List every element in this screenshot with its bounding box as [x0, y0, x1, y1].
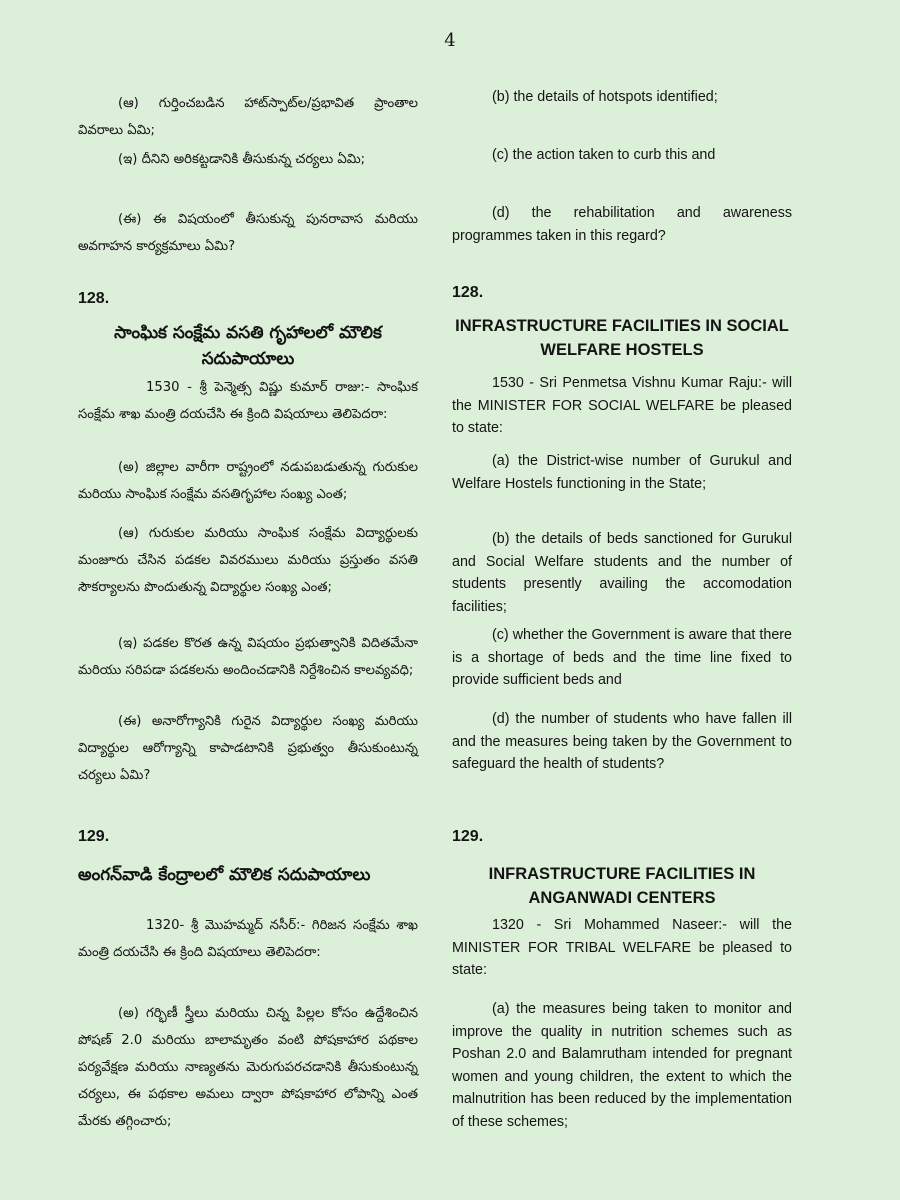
- te-q129-title: అంగన్‌వాడి కేంద్రాలలో మౌలిక సదుపాయాలు: [78, 865, 371, 885]
- te-q129-part-a: (అ) గర్భిణీ స్త్రీలు మరియు చిన్న పిల్లల కోసం ఉద్దేశించిన పోషణ్ 2.0 మరియు బాలామృతం వంటి పోషకాహార పథకాల పర్యవేక్షణ మరియు నాణ్యతను మెరుగుపరచడానికి తీసుకుంటున్న చర్యలు, ఈ పథకాల అమలు ద్వారా పోషకాహార లోపాన్ని ఎంత మేరకు తగ్గించారు;: [78, 1006, 418, 1129]
- te-q128-part-c: (ఇ) పడకల కొరత ఉన్న విషయం ప్రభుత్వానికి విదితమేనా మరియు సరిపడా పడకలను అందించడానికి నిర్దేశించిన కాలవ్యవధి;: [78, 636, 418, 678]
- en-q128-part-b: (b) the details of beds sanctioned for Gurukul and Social Welfare students and the number of students presently availing the accomodation facilities;: [452, 531, 792, 615]
- en-q129-intro: 1320 - Sri Mohammed Naseer:- will the MINISTER FOR TRIBAL WELFARE be pleased to state:: [452, 917, 792, 978]
- en-q127-part-c: (c) the action taken to curb this and: [492, 147, 716, 163]
- en-q128-intro: 1530 - Sri Penmetsa Vishnu Kumar Raju:- will the MINISTER FOR SOCIAL WELFARE be pleased to state:: [452, 375, 792, 436]
- page-number: 4: [444, 30, 456, 51]
- te-q128-part-a: (అ) జిల్లాల వారీగా రాష్ట్రంలో నడుపబడుతున్న గురుకుల మరియు సాంఘిక సంక్షేమ వసతిగృహాల సంఖ్య ఎంత;: [78, 460, 418, 502]
- en-q128-part-a: (a) the District-wise number of Gurukul and Welfare Hostels functioning in the State;: [452, 453, 792, 492]
- te-q129-intro: 1320- శ్రీ మొహమ్మద్ నసీర్:- గిరిజన సంక్షేమ శాఖ మంత్రి దయచేసి ఈ క్రింది విషయాలు తెలిపెదరా:: [78, 918, 418, 960]
- te-q127-part-d: (ఈ) ఈ విషయంలో తీసుకున్న పునరావాస మరియు అవగాహన కార్యక్రమాలు ఏమి?: [78, 212, 418, 254]
- te-q128-number: 128.: [78, 290, 110, 307]
- en-q127-part-d: (d) the rehabilitation and awareness programmes taken in this regard?: [452, 205, 792, 244]
- en-q128-part-c: (c) whether the Government is aware that there is a shortage of beds and the time line fixed to provide sufficient beds and: [452, 627, 792, 688]
- en-q129-title: INFRASTRUCTURE FACILITIES IN ANGANWADI CENTERS: [488, 865, 756, 907]
- te-q128-part-b: (ఆ) గురుకుల మరియు సాంఘిక సంక్షేమ విద్యార్థులకు మంజూరు చేసిన పడకల వివరములు మరియు ప్రస్తుతం వసతి సౌకర్యాలను పొందుతున్న విద్యార్థుల సంఖ్య ఎంత;: [78, 526, 418, 595]
- te-q128-intro: 1530 - శ్రీ పెన్మెత్స విష్ణు కుమార్ రాజు:- సాంఘిక సంక్షేమ శాఖ మంత్రి దయచేసి ఈ క్రింది విషయాలు తెలిపెదరా:: [78, 380, 418, 422]
- en-q128-number: 128.: [452, 284, 484, 301]
- en-q128-title: INFRASTRUCTURE FACILITIES IN SOCIAL WELFARE HOSTELS: [455, 317, 789, 359]
- en-q127-part-b: (b) the details of hotspots identified;: [492, 89, 718, 105]
- te-q127-part-c: (ఇ) దీనిని అరికట్టడానికి తీసుకున్న చర్యలు ఏమి;: [118, 152, 366, 167]
- en-q129-number: 129.: [452, 828, 484, 845]
- te-q127-part-b: (ఆ) గుర్తించబడిన హాట్‌స్పాట్‌ల/ప్రభావిత ప్రాంతాల వివరాలు ఏమి;: [78, 96, 418, 138]
- te-q128-part-d: (ఈ) అనారోగ్యానికి గురైన విద్యార్థుల సంఖ్య మరియు విద్యార్థుల ఆరోగ్యాన్ని కాపాడటానికి ప్రభుత్వం తీసుకుంటున్న చర్యలు ఏమి?: [78, 714, 418, 783]
- te-q129-number: 129.: [78, 828, 110, 845]
- te-q128-title: సాంఘిక సంక్షేమ వసతి గృహాలలో మౌలిక సదుపాయాలు: [114, 323, 382, 369]
- en-q129-part-a: (a) the measures being taken to monitor and improve the quality in nutrition schemes such as Poshan 2.0 and Balamrutham intended for pregnant women and young children, the extent to which the malnutrition has been reduced by the implementation of these schemes;: [452, 1001, 792, 1130]
- en-q128-part-d: (d) the number of students who have fallen ill and the measures being taken by the Government to safeguard the health of students?: [452, 711, 792, 772]
